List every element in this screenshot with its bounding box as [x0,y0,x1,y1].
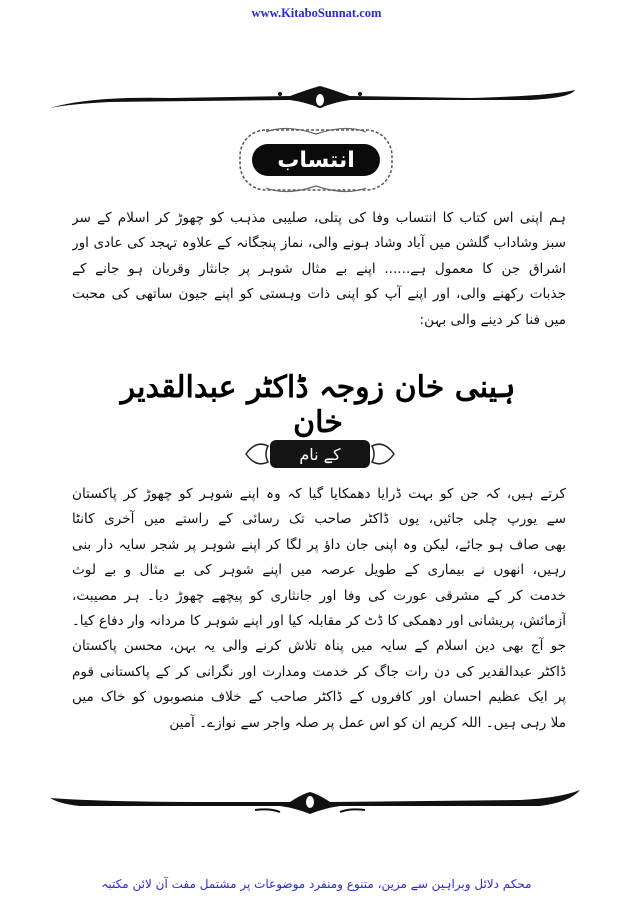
text-line: سے یورپ چلی جائیں، یوں ڈاکٹر صاحب تک رسائی کے راستے میں آخری کانٹا [72,511,566,528]
text-line: پر ایک عظیم احسان اور کافروں کے ڈاکٹر صاحب کے خلاف منصوبوں کو خاک میں [72,689,566,706]
dedicatee-name-heading: ہینی خان زوجہ ڈاکٹر عبدالقدیر خان [120,370,516,440]
text-line: جو آج بھی دین اسلام کے سایہ میں پناہ تلاش کرنے والی یہ بہن، محسن پاکستان [72,638,566,655]
site-url-link[interactable]: www.KitaboSunnat.com [251,6,382,20]
title-cartouche [236,126,396,194]
bottom-ornamental-divider [40,790,580,814]
text-line: کرتے ہیں، کہ جن کو بہت ڈرایا دھمکایا گیا کہ وہ اپنے شوہر کو چھوڑ کر پاکستان [72,486,566,502]
dedication-paragraph-1 [72,206,566,333]
subtitle-cartouche [242,434,398,474]
text-line: بھی صاف ہو جائے، لیکن وہ اپنی جان داؤ پر لگا کر اپنے شوہر پر شجر سایہ دار بنی [72,536,566,553]
text-line: خدمت کر کے مشرقی عورت کی وفا اور جانثاری کو پیچھے چھوڑ دیا۔ ہر مصیبت، [72,587,566,604]
text-line: سبز وشاداب گلشن میں آباد وشاد ہونے والی، نماز پنجگانہ کے علاوہ تہجد کی عادی اور [72,235,566,252]
text-line: میں فنا کر دینے والی بہن: [419,311,566,328]
text-line: رہیں، انھوں نے بیماری کے طویل عرصہ میں اپنے شوہر کی بے مثال و بے لوث [72,562,566,579]
top-ornamental-divider [50,86,590,110]
text-line: ہم اپنی اس کتاب کا انتساب وفا کی پتلی، صلیبی مذہب کو چھوڑ کر اسلام کے سر [72,210,566,226]
text-line: اشراق جن کا معمول ہے...... اپنے بے مثال شوہر پر جانثار وقربان ہو جانے کے [72,260,566,277]
footer-tagline: محکم دلائل وبراہین سے مزین، متنوع ومنفرد موضوعات پر مشتمل مفت آن لائن مکتبہ [101,877,532,891]
dedication-paragraph-2 [72,482,566,736]
dedication-subtitle: کے نام [299,444,341,464]
page-title: انتساب [277,147,355,173]
text-line: آزمائش، پریشانی اور دھمکی کا ڈٹ کر مقابلہ کیا اور اپنے شوہر کا مردانہ وار دفاع کیا۔ [72,612,566,629]
text-line: جذبات رکھنے والی، اور اپنے آپ کو اپنی ذات وہستی کو اپنے جیون ساتھی کی محبت [72,286,566,303]
text-line: ڈاکٹر عبدالقدیر کی دن رات جاگ کر خدمت ومدارت اور نگرانی کر کے پاکستانی قوم [72,663,566,680]
text-line: ملا رہی ہیں۔ اللہ کریم ان کو اس عمل پر صلہ واجر سے نوازے۔ آمین [169,714,566,731]
